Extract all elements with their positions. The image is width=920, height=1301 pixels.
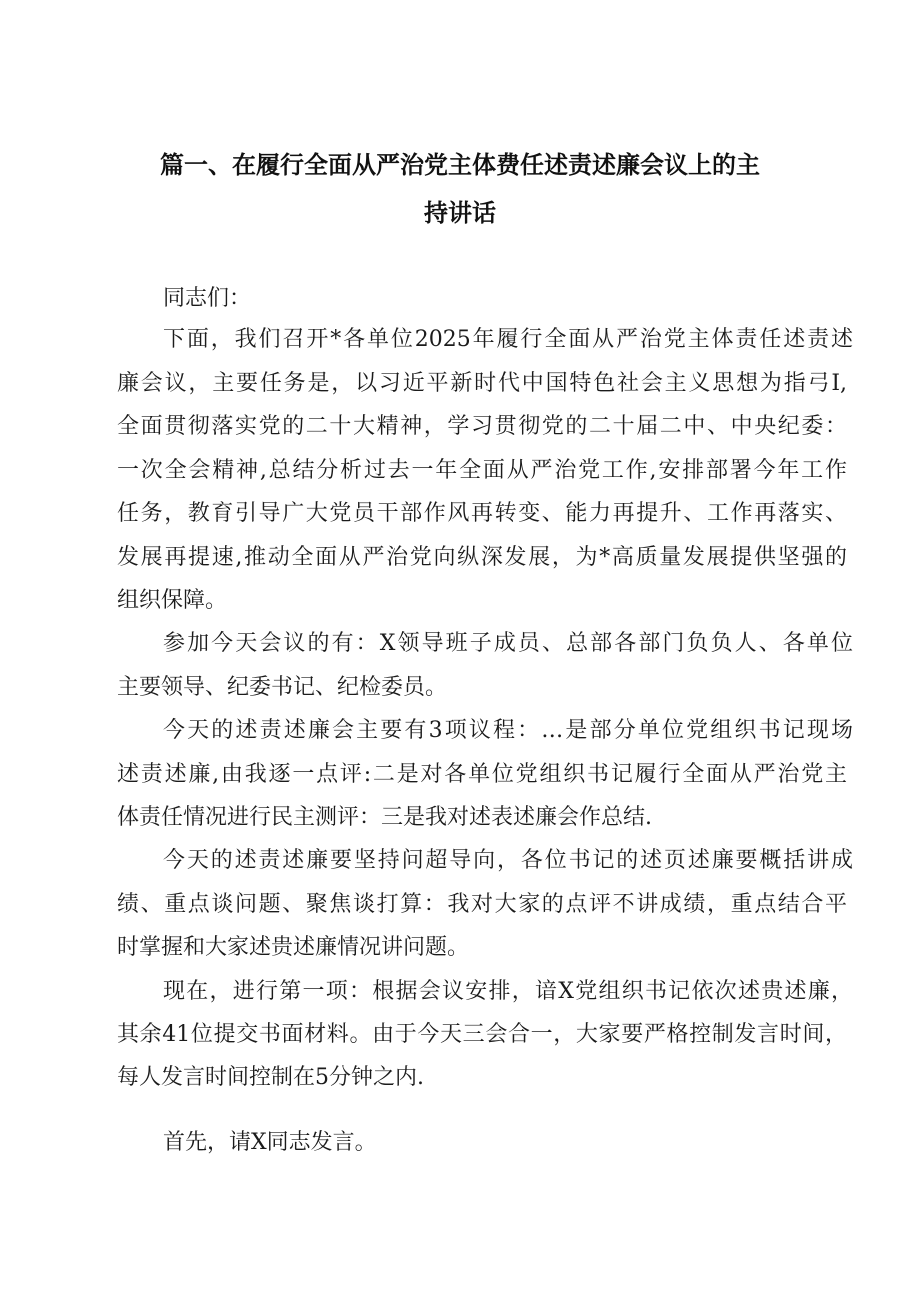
- paragraph-6-line-1: 首先，请X同志发言。: [163, 1130, 377, 1155]
- salutation: 同志们：: [163, 286, 252, 311]
- paragraph-1-line-1: 下面，我们召开*各单位2025年履行全面从严治党主体责任述责述: [163, 327, 853, 352]
- paragraph-5-line-1: 现在，进行第一项：根据会议安排，谙X党组织书记依次述贵述廉，: [163, 979, 853, 1004]
- paragraph-3-line-1: 今天的述责述廉会主要有3项议程：…是部分单位党组织书记现场: [163, 718, 853, 743]
- document-title-line-1: 篇一、在履行全面从严治党主体费任述责述廉会议上的主: [160, 151, 760, 179]
- paragraph-1-line-6: 发展再提速,推动全面从严治党向纵深发展，为*高质量发展提供坚强的: [117, 545, 847, 570]
- paragraph-3-line-2: 述责述廉,由我逐一点评:二是对各单位党组织书记履行全面从严治党主: [117, 762, 847, 787]
- paragraph-2-line-1: 参加今天会议的有：X领导班子成员、总部各部门负负人、各单位: [163, 631, 853, 656]
- paragraph-4-line-1: 今天的述责述廉要坚持问超导向，各位书记的述页述廉要概括讲成: [163, 848, 853, 873]
- paragraph-1-line-3: 全面贯彻落实党的二十大精神，学习贯彻党的二十届二中、中央纪委：: [117, 414, 847, 439]
- paragraph-1-line-7: 组织保障。: [117, 588, 228, 613]
- paragraph-5-line-3: 每人发言时间控制在5分钟之内.: [117, 1065, 424, 1090]
- paragraph-5-line-2: 其余41位提交书面材料。由于今天三会合一，大家要严格控制发言时间，: [117, 1022, 847, 1047]
- paragraph-4-line-3: 时掌握和大家述贵述廉情况讲问题。: [117, 935, 470, 960]
- paragraph-4-line-2: 绩、重点谈问题、聚焦谈打算：我对大家的点评不讲成绩，重点结合平: [117, 892, 847, 917]
- paragraph-1-line-5: 任务，教育引导广大党员干部作风再转变、能力再提升、工作再落实、: [117, 501, 847, 526]
- paragraph-3-line-3: 体责任情况进行民主测评：三是我对述表述廉会作总结.: [117, 805, 652, 830]
- paragraph-1-line-2: 廉会议，主要任务是，以习近平新时代中国特色社会主义思想为指弓I,: [117, 371, 847, 396]
- document-title-line-2: 持讲话: [424, 199, 496, 227]
- paragraph-2-line-2: 主要领导、纪委书记、纪检委员。: [117, 675, 448, 700]
- paragraph-1-line-4: 一次全会精神,总结分析过去一年全面从严治党工作,安排部署今年工作: [117, 458, 847, 483]
